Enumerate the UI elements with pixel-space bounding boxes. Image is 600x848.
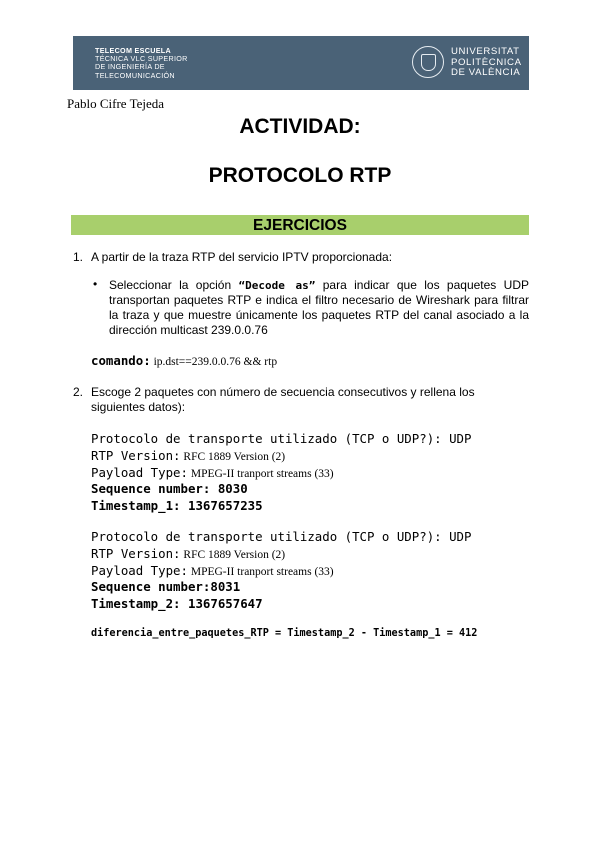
telecom-logo-text	[95, 47, 188, 80]
p1-seq-value: 8030	[210, 481, 248, 496]
q1-text: A partir de la traza RTP del servicio IPTV proporcionada:	[91, 250, 393, 264]
header-left-line-3: DE INGENIERÍA DE	[95, 62, 165, 72]
p1-ts-label: Timestamp_1:	[91, 498, 181, 513]
p2-ts-label: Timestamp_2:	[91, 596, 181, 611]
q1-bullet-pre: Seleccionar la opción	[109, 278, 239, 292]
p1-transport-label: Protocolo de transporte utilizado (TCP o UDP?):	[91, 431, 442, 446]
p2-seq-value: 8031	[210, 579, 241, 594]
p2-timestamp	[91, 595, 263, 613]
q1-number: 1.	[73, 250, 84, 264]
header-right-line-1: UNIVERSITAT	[451, 46, 520, 57]
title-activity: ACTIVIDAD:	[239, 115, 361, 138]
q2-number: 2.	[73, 385, 84, 399]
p2-transport-value: UDP	[441, 529, 472, 544]
p2-payload-label: Payload Type:	[91, 563, 188, 578]
header-banner	[73, 36, 529, 90]
p2-version-label: RTP Version:	[91, 546, 181, 561]
p1-seq-label: Sequence number:	[91, 481, 211, 496]
header-right-line-3: DE VALÈNCIA	[451, 67, 521, 79]
q1-bullet-text	[109, 278, 529, 338]
university-seal-icon	[412, 46, 444, 78]
p2-version	[91, 545, 285, 563]
title-protocol: PROTOCOLO RTP	[208, 164, 392, 187]
p1-version	[91, 447, 285, 465]
author-name: Pablo Cifre Tejeda	[67, 96, 165, 111]
header-left-line-2: TÉCNICA VLC SUPERIOR	[95, 54, 188, 64]
cmd-value: ip.dst==239.0.0.76 && rtp	[150, 356, 278, 368]
q1-bullet-code: “Decode as”	[238, 279, 316, 292]
header-left-line-4: TELECOMUNICACIÓN	[95, 70, 175, 80]
section-heading: EJERCICIOS	[71, 215, 529, 235]
p1-payload-value: MPEG-II tranport streams (33)	[187, 468, 334, 480]
q2-text: Escoge 2 paquetes con número de secuencia consecutivos y rellena los siguientes datos):	[91, 385, 475, 414]
cmd-label: comando:	[91, 353, 151, 368]
p2-version-value: RFC 1889 Version (2)	[180, 549, 286, 561]
q1-command	[91, 352, 277, 370]
p1-ts-value: 1367657235	[180, 498, 263, 513]
upv-logo-text	[451, 47, 522, 79]
p1-version-label: RTP Version:	[91, 448, 181, 463]
p2-seq-label: Sequence number:	[91, 579, 211, 594]
p2-transport-label: Protocolo de transporte utilizado (TCP o UDP?):	[91, 529, 442, 544]
p2-ts-value: 1367657647	[180, 596, 263, 611]
p1-transport-value: UDP	[441, 431, 472, 446]
header-left-line-1: TELECOM ESCUELA	[95, 46, 171, 55]
p2-payload-value: MPEG-II tranport streams (33)	[187, 566, 334, 578]
p1-payload-label: Payload Type:	[91, 465, 188, 480]
p1-transport	[91, 430, 471, 448]
p1-timestamp	[91, 497, 263, 515]
p1-version-value: RFC 1889 Version (2)	[180, 451, 286, 463]
p1-sequence	[91, 480, 248, 498]
header-right-line-2: POLITÈCNICA	[451, 56, 522, 68]
bullet-icon: •	[93, 277, 98, 291]
p2-transport	[91, 528, 471, 546]
p2-sequence	[91, 578, 240, 596]
q1-bullet-post: para indicar que los paquetes UDP transportan paquetes RTP e indica el filtro necesario de Wireshark para filtrar la traza y que muestre únicamente los paquetes RTP del canal asociado a la dirección multicast 239.0.0.76	[109, 278, 530, 337]
rtp-difference-formula: diferencia_entre_paquetes_RTP = Timestamp_2 - Timestamp_1 = 412	[91, 628, 478, 639]
